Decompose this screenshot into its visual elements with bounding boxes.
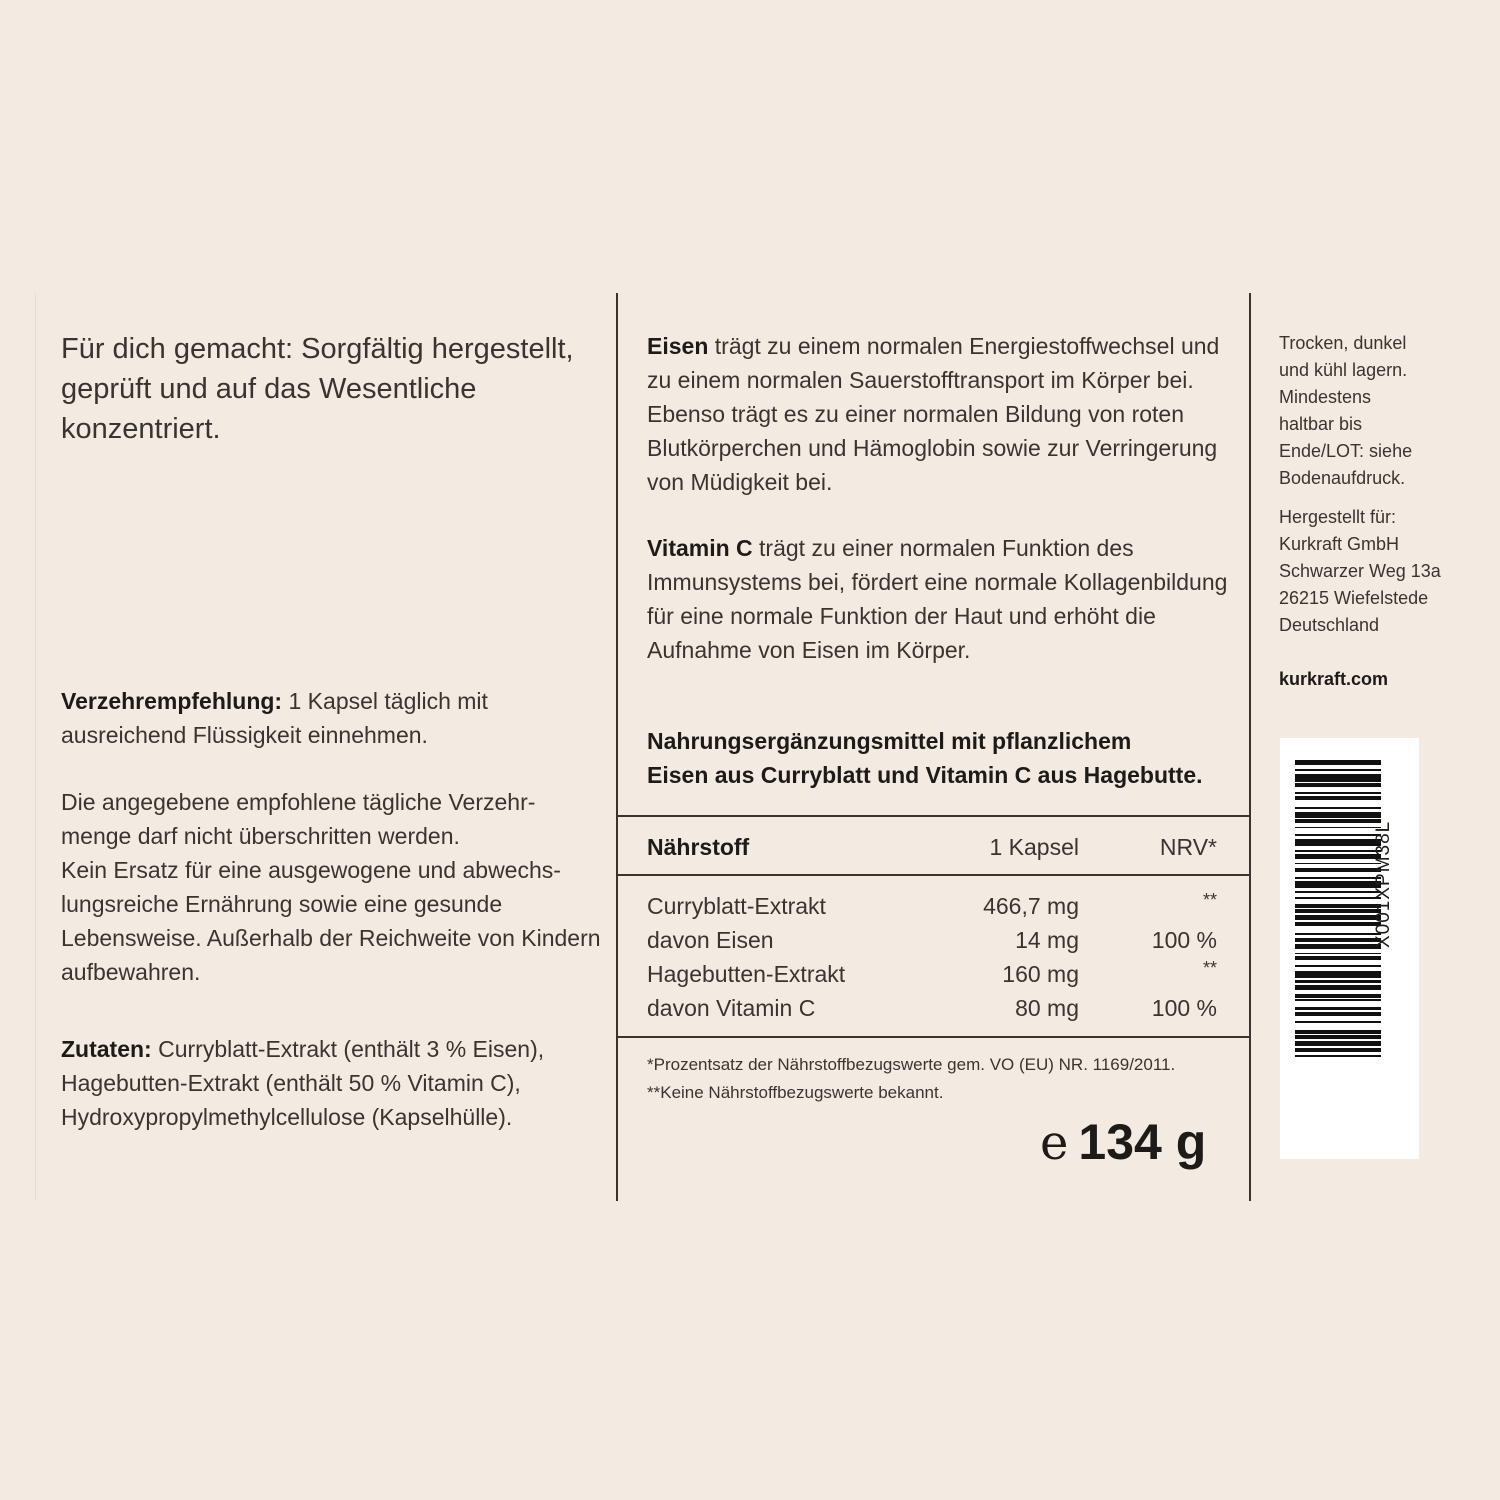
net-weight-value: 134 g (1078, 1114, 1207, 1170)
column-divider-2 (1249, 293, 1251, 1201)
barcode-bar (1295, 834, 1381, 836)
nutrition-table-header (647, 829, 1217, 865)
label-left-edge (35, 293, 36, 1201)
manufacturer-info (1279, 504, 1479, 639)
product-type-line-1: Nahrungsergänzungsmittel mit pflanzlichem (647, 728, 1132, 754)
barcode-bar (1295, 980, 1381, 984)
barcode-bar (1295, 1041, 1381, 1046)
manufacturer-line: Kurkraft GmbH (1279, 534, 1400, 554)
product-type (647, 724, 1237, 792)
barcode-bar (1295, 985, 1381, 990)
table-bottom-rule (617, 1036, 1250, 1038)
barcode-bar (1295, 812, 1381, 817)
storage-line: haltbar bis (1279, 414, 1363, 434)
barcode-bar (1295, 863, 1381, 865)
table-row (647, 991, 1217, 1025)
nutrient-nrv: 100 % (1151, 995, 1217, 1021)
dosage-text: 1 Kapsel täglich mit ausreichend Flüssigkeit einnehmen. (61, 688, 488, 748)
barcode-bar (1295, 1030, 1381, 1034)
table-row (647, 889, 1217, 923)
table-header-rule (617, 874, 1250, 876)
warning-text-2: Kein Ersatz für eine ausgewogene und abwechs-lungsreiche Ernährung sowie eine gesunde Lebensweise. Außerhalb der Reichweite von Kindern aufbewahren. (61, 857, 601, 985)
manufacturer-line: Hergestellt für: (1279, 507, 1397, 527)
product-label (35, 293, 1465, 1201)
warning-text: Die angegebene empfohlene tägliche Verzehr-menge darf nicht überschritten werden. (61, 789, 536, 849)
barcode-bar (1295, 881, 1381, 888)
vitamin-c-label: Vitamin C (647, 535, 753, 561)
barcode-bar (1295, 971, 1381, 978)
dosage-recommendation (61, 684, 601, 752)
barcode-bar (1295, 953, 1381, 955)
ingredients (61, 1032, 601, 1134)
nutrient-name: davon Eisen (647, 927, 774, 953)
footnote-no-nrv: **Keine Nährstoffbezugswerte bekannt. (647, 1083, 944, 1102)
dosage-label: Verzehrempfehlung: (61, 688, 283, 714)
ingredients-text: Curryblatt-Extrakt (enthält 3 % Eisen), Hagebutten-Extrakt (enthält 50 % Vitamin C), Hydroxypropylmethylcellulose (Kapselhülle). (61, 1036, 545, 1130)
barcode-code: X001XPM38L (1373, 820, 1394, 948)
nutrient-amount: 80 mg (1015, 995, 1079, 1021)
barcode-bar (1295, 796, 1381, 800)
barcode-bar (1295, 760, 1381, 765)
nutrient-name: Curryblatt-Extrakt (647, 893, 826, 919)
barcode-bar (1295, 922, 1381, 926)
barcode-bar (1295, 827, 1381, 829)
nutrient-name: Hagebutten-Extrakt (647, 961, 846, 987)
storage-info (1279, 330, 1479, 492)
header-nutrient: Nährstoff (647, 834, 750, 860)
storage-line: Mindestens (1279, 387, 1372, 407)
barcode-bar (1295, 994, 1381, 998)
nutrient-nrv: 100 % (1151, 927, 1217, 953)
vitamin-c-health-claim (647, 531, 1237, 667)
net-weight (1040, 1111, 1206, 1174)
barcode-bar (1295, 1055, 1381, 1057)
storage-line: Trocken, dunkel (1279, 333, 1407, 353)
footnote-nrv: *Prozentsatz der Nährstoffbezugswerte gem. VO (EU) NR. 1169/2011. (647, 1055, 1176, 1074)
storage-line: Bodenaufdruck. (1279, 468, 1406, 488)
manufacturer-line: Schwarzer Weg 13a (1279, 561, 1441, 581)
manufacturer-line: 26215 Wiefelstede (1279, 588, 1429, 608)
barcode-bar (1295, 868, 1381, 872)
barcode-bar (1295, 933, 1381, 935)
header-nrv: NRV* (1159, 834, 1217, 860)
barcode-bar (1295, 807, 1381, 809)
nutrient-nrv: ** (1202, 958, 1217, 978)
nutrition-table-body (647, 889, 1217, 1025)
vitamin-c-text: trägt zu einer normalen Funktion des Immunsystems bei, fördert eine normale Kollagenbildung für eine normale Funktion der Haut und erhöht die Aufnahme von Eisen im Körper. (647, 535, 1228, 663)
iron-health-claim (647, 329, 1237, 499)
column-divider-1 (616, 293, 618, 1201)
ingredients-label: Zutaten: (61, 1036, 152, 1062)
barcode-bar (1295, 1048, 1381, 1052)
barcode-bar (1295, 915, 1381, 920)
barcode-bar (1295, 1035, 1381, 1039)
table-row (647, 957, 1217, 991)
barcode-bar (1295, 1021, 1381, 1023)
manufacturer-line: Deutschland (1279, 615, 1380, 635)
warning-block (61, 785, 601, 989)
table-row (647, 923, 1217, 957)
nutrient-amount: 14 mg (1015, 927, 1079, 953)
nutrient-amount: 466,7 mg (983, 893, 1079, 919)
barcode-bar (1295, 938, 1381, 942)
barcode-bar (1295, 839, 1381, 846)
website: kurkraft.com (1279, 669, 1389, 689)
barcode-bars (1295, 760, 1381, 1135)
barcode (1280, 738, 1419, 1159)
nutrient-amount: 160 mg (1002, 961, 1079, 987)
barcode-bar (1295, 891, 1381, 893)
iron-label: Eisen (647, 333, 709, 359)
barcode-bar (1295, 1012, 1381, 1016)
barcode-bar (1295, 944, 1381, 949)
barcode-bar (1295, 774, 1381, 781)
barcode-bar (1295, 769, 1381, 771)
barcode-bar (1295, 1007, 1381, 1011)
barcode-bar (1295, 854, 1381, 859)
storage-line: und kühl lagern. (1279, 360, 1408, 380)
barcode-bar (1295, 999, 1381, 1001)
intro-text: Für dich gemacht: Sorgfältig hergestellt, geprüft und auf das Wesentliche konzentriert. (61, 333, 574, 445)
nutrient-nrv: ** (1202, 890, 1217, 910)
barcode-bar (1295, 850, 1381, 852)
barcode-bar (1295, 909, 1381, 913)
table-top-rule (617, 815, 1250, 817)
product-type-line-2: Eisen aus Curryblatt und Vitamin C aus Hagebutte. (647, 762, 1203, 788)
barcode-bar (1295, 792, 1381, 794)
barcode-bar (1295, 965, 1381, 967)
estimated-sign-icon: e (1040, 1115, 1069, 1171)
nutrient-name: davon Vitamin C (647, 995, 816, 1021)
iron-text: trägt zu einem normalen Energiestoffwechsel und zu einem normalen Sauerstofftransport im Körper bei. Ebenso trägt es zu einer normalen Bildung von roten Blutkörperchen und Hämoglobin sowie zur Verringerung von Müdigkeit bei. (647, 333, 1220, 495)
footnotes (647, 1051, 1247, 1107)
barcode-bar (1295, 819, 1381, 823)
barcode-bar (1295, 956, 1381, 960)
header-per-capsule: 1 Kapsel (989, 834, 1079, 860)
barcode-bar (1295, 897, 1381, 899)
barcode-bar (1295, 904, 1381, 908)
barcode-bar (1295, 783, 1381, 787)
storage-line: Ende/LOT: siehe (1279, 441, 1413, 461)
barcode-bar (1295, 877, 1381, 879)
